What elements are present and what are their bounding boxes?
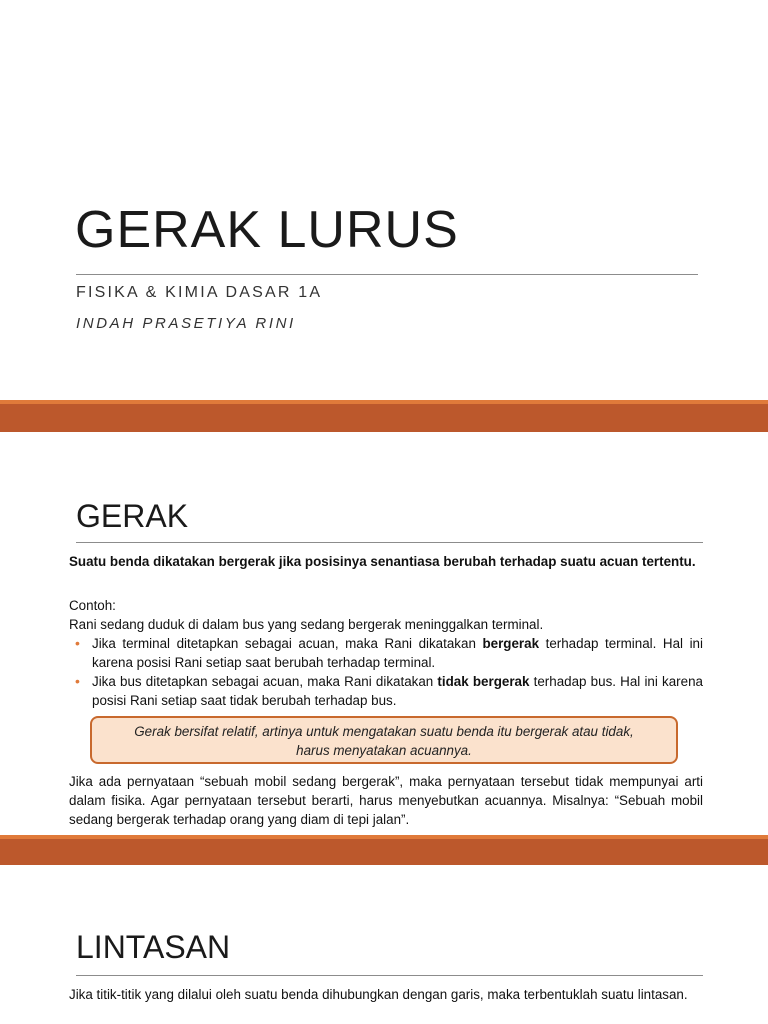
section-divider: [76, 975, 703, 976]
list-item: [69, 672, 703, 710]
definition-text: Suatu benda dikatakan bergerak jika posisinya senantiasa berubah terhadap suatu acuan tertentu.: [69, 554, 696, 569]
bullet-text: terhadap terminal. Hal ini karena posisi Rani setiap saat berubah terhadap terminal.: [92, 636, 703, 670]
bullet-icon: •: [75, 673, 80, 689]
title-slide: [0, 0, 768, 400]
slide-title: GERAK LURUS: [75, 201, 459, 259]
slide-subtitle: FISIKA & KIMIA DASAR 1A: [76, 284, 323, 301]
lintasan-slide: [0, 865, 768, 1024]
bullet-text: Jika terminal ditetapkan sebagai acuan, maka Rani dikatakan: [92, 636, 483, 651]
list-item: [69, 634, 703, 672]
example-label: Contoh:: [69, 598, 116, 613]
section-title: GERAK: [76, 498, 189, 534]
slide-separator: [0, 835, 768, 865]
slide-separator: [0, 400, 768, 432]
bullet-emphasis: bergerak: [482, 636, 540, 651]
example-block: [69, 596, 703, 710]
bullet-icon: •: [75, 635, 80, 651]
example-bullets: [69, 634, 703, 710]
example-text: Rani sedang duduk di dalam bus yang sedang bergerak meninggalkan terminal.: [69, 617, 544, 632]
bullet-text: terhadap bus. Hal ini karena posisi Rani setiap saat tidak berubah terhadap bus.: [92, 674, 703, 708]
slide-author: INDAH PRASETIYA RINI: [76, 315, 296, 332]
explanation-paragraph: Jika ada pernyataan “sebuah mobil sedang bergerak”, maka pernyataan tersebut tidak mempunyai arti dalam fisika. Agar pernyataan tersebut berarti, harus menyebutkan acuannya. Misalnya: “Sebuah mobil sedang bergerak terhadap orang yang diam di tepi jalan”.: [69, 774, 703, 827]
title-divider: [76, 274, 698, 275]
lintasan-paragraph: Jika titik-titik yang dilalui oleh suatu benda dihubungkan dengan garis, maka terbentuklah suatu lintasan.: [69, 987, 688, 1002]
gerak-slide: [0, 432, 768, 835]
section-title: LINTASAN: [76, 929, 231, 965]
section-divider: [76, 542, 703, 543]
bullet-text: Jika bus ditetapkan sebagai acuan, maka Rani dikatakan: [92, 674, 438, 689]
callout-box: Gerak bersifat relatif, artinya untuk mengatakan suatu benda itu bergerak atau tidak, harus menyatakan acuannya.: [90, 716, 678, 764]
bullet-emphasis: tidak bergerak: [437, 674, 530, 689]
